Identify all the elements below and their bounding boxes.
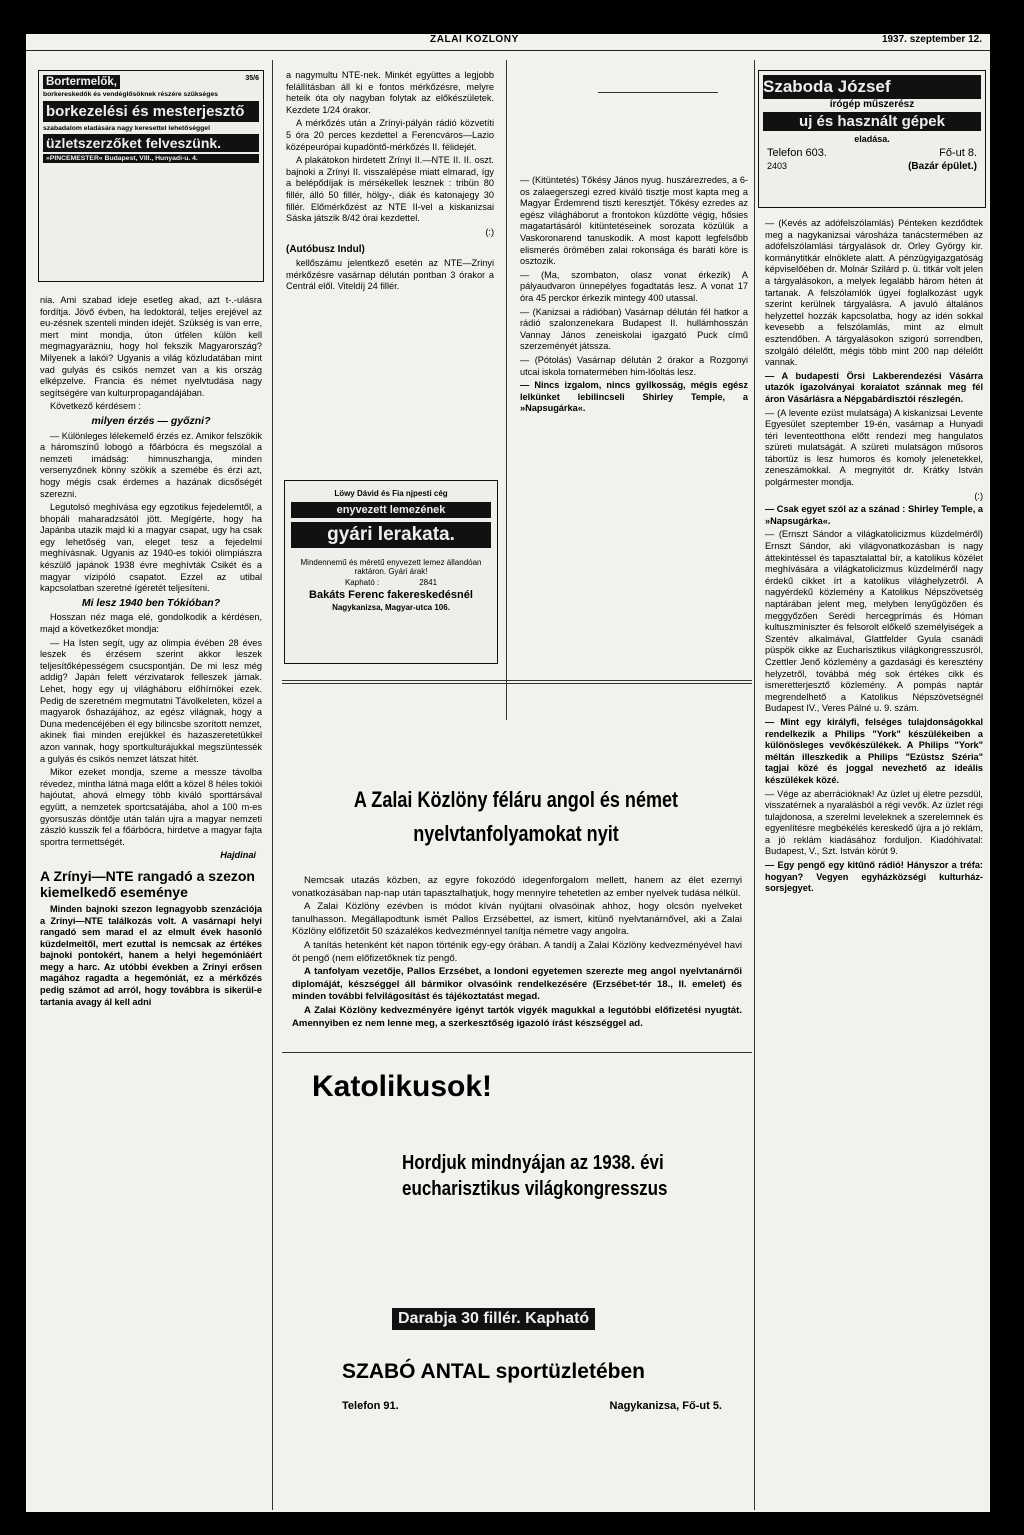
ad-address: »PINCEMESTER« Budapest, VIII., Hunyadi-u. 4. [43, 154, 259, 163]
paragraph: nia. Ami szabad ideje esetleg akad, azt t-.-ulásra fordítja. Jövő évben, ha ledoktorál, teljes erejével az eu-zésnek szenteli minden idejét. Szükség is van erre, mert mint mondja, úton útfélen külön kell megmagyarázniu, hogy hol fekszik Magyarország? Milyenek a lakói? Ugyanis a világ közludatában mint vad gulyás és csikós nemzet van a kis ország elképzelve. Francia és német nyelvtudása nagy segítségére van kulturpropagandájában. [40, 295, 262, 398]
paragraph: — (Pótolás) Vasárnap délután 2 órakor a Rozgonyi utcai iskola tornatermében him-lőoltás lesz. [520, 354, 748, 377]
ad-number: 2403 [767, 161, 788, 171]
paragraph: — Nincs izgalom, nincs gyilkosság, mégis egész lelkünket lebilincseli Shirley Temple, a »Napsugárka«. [520, 380, 748, 414]
paragraph: a nagymultu NTE-nek. Minkét együttes a legjobb felállításban áll ki e fontos mérkőzésre, melyre heteik óta oly nagyban folytak az előkészületek. Kezdete 1/24 órakor. [286, 70, 494, 115]
ad-title-row [43, 75, 259, 89]
ad-line: eladása. [854, 134, 890, 144]
announcement-title: nyelvtanfolyamokat nyit [413, 821, 619, 846]
ad-address: Nagykanizsa, Fő-ut 5. [609, 1400, 722, 1412]
ad-address: Fő-ut 8. [939, 147, 977, 159]
page-header [26, 34, 990, 46]
paragraph: A Zalai Közlöny kedvezményére igényt tartók vigyék magukkal a legutóbbi előfizetési nyugtát. Amennyiben ez nem lenne meg, a szerkesztőség igazoló írást készséggel ad. [292, 1004, 742, 1029]
ad-callout: üzletszerzőket felveszünk. [43, 134, 259, 152]
section-rule [282, 683, 752, 684]
paragraph: — (Kitüntetés) Tőkésy János nyug. huszárezredes, a 6-os zalaegerszegi ezred kiváló tisztje most kapta meg a Magyar Érdemrend tiszti keresztjét. Tőkésy ezredes az egész világháborut a frontokon küzdötte végig, hősies magatartásáról kitüntetéseinek sorozata közülük a Vaskoronarend tanuskodik. A most kapott legfelsőbb elismerés örömében zalai rokonsága és baráti köre is osztozik. [520, 175, 748, 267]
ad-row [342, 1400, 722, 1412]
ad-line: Bakáts Ferenc fakereskedésnél [309, 589, 473, 601]
ad-headline: Katolikusok! [312, 1070, 493, 1103]
column-3 [520, 175, 748, 680]
ad-line: Kapható : [344, 578, 380, 587]
paragraph: — (Ernszt Sándor a világkatolicizmus küzdelméről) Ernszt Sándor, aki világvonatkozásban is nagy áttekintéssel és tapasztalattal bír, a katolikus közélet meghívására a világkatolicizmus küzdelméről nagy érdekű cikket írt a katolikus világhelyzetről. A nagyérdekű közlemény a Katolikus Népszövetség naptárában jelent meg, melyben lenyűgözően és meggyőzően Serédi hercegprímás és Hóman kultuszminiszter és felsorolt előkelő személyiségek a Szentév alkalmával, Glattfelder Gyula csanádi püspök cikke az Eucharisztikus világkongresszusról, Czettler Jenő közlemény a gazdasági és keresztény helyzetről, továbbá még sok értékes cikk és ismeretterjesztő közlemény. A pompás naptár megrendelhető a Katolikus Népszövetségnél Budapest IV., Veres Pálné u. 9. szám. [765, 529, 983, 714]
paragraph: kellőszámu jelentkező esetén az NTE—Zrinyi mérkőzésre vasárnap délután pontban 3 órakor a Centrál elől. Viteldíj 24 fillér. [286, 257, 494, 292]
ad-number: 35/6 [245, 75, 259, 82]
ad-headline: borkezelési és mesterjesztő [43, 101, 259, 122]
ad-line: (Bazár épület.) [908, 161, 977, 172]
ad-number: 2841 [419, 578, 438, 587]
announcement-title: A Zalai Közlöny féláru angol és német [353, 787, 679, 812]
paragraph: — Vége az aberrációknak! Az üzlet uj életre pezsdül, visszatérnek a nyaralásból a régi vevők. Az üzlet régi tulajdonosa, a szerelmi leveleknek a szerelemnek és egyenlítésre megbékélés kereskedő újra a jó reklám, a jó reklám kiadásához forduljon. Kiadóhivatal: Budapest, V., Szt. István körút 9. [765, 788, 983, 857]
ad-phone: Telefon 91. [342, 1400, 399, 1412]
section-rule [282, 1052, 752, 1053]
short-rule [598, 92, 718, 93]
column-divider [506, 60, 507, 720]
article-headline: A Zrínyi—NTE rangadó a szezon kiemelkedő eseménye [40, 867, 255, 900]
ad-headline: Szaboda József [763, 75, 981, 99]
ad-line: írógép műszerész [829, 99, 915, 110]
section-rule [282, 680, 752, 681]
paragraph: — Ha Isten segít, ugy az olimpia évében 28 éves leszek és érzésem szerint akkor leszek teljesítőképességem csucspontján. De mi lesz még addig? Japán felett vérzivatarok felleszek járnak. Lehet, hogy egy uj világháboru előhírnökei ezek. Pedig de szeretném megmutatni Távolkeleten, közel a magyarok őshazájához, az egész világnak, hogy a Duna medencéjében él egy bilincsbe szorított nemzet, akinek fiai minden erejükkel és hazaszeretetükkel azon vannak, hogy sportkulturájukkal megszüntessék a gulyás és csikós nemzet látszat hitét. [40, 637, 262, 764]
paragraph: — (Kevés az adófelszólamlás) Pénteken kezdődtek meg a nagykanizsai városháza tanácstermében az adófelszólamlási tárgyalások dr. Orley György kir. kormánytitkár elnöklete alatt. A pénzügyigazgatóság képviselőében dr. Molnár Szilárd p. ü. titkár volt jelen a tárgyalásokon, a melyek legalább három héten át tartanak. A felszólamlók ügyei foglalkozást ugyk szerint kerülnek tárgyalásra. A javuló általános helyzettel hozzák kapcsolatba, hogy az idén sokkal kevesebb a felszólamlás, mint az elmult esztendőben. A tárgyalásokon szigorú sorrendben, szolgáló délelőtt, mégis több mint 200 nap délelőtt vannak. [765, 218, 983, 368]
ad-row [289, 578, 493, 587]
paragraph: Mikor ezeket mondja, szeme a messze távolba révedez, mintha látná maga előtt a közel 8 héles tokiói hajóutat, ahová elmegy több kiváló sporttársával együtt, a nemzetek sportcsatájába, ahol a 100 m-es gyorsuszás döntője után talán ujra a magyar nemzeti zászló kusszik fel a főárbócra, hirdetve a magyar fajta sportra termettségét. [40, 767, 262, 847]
column-1 [40, 295, 262, 1510]
separator-mark: (:) [974, 490, 983, 501]
ad-price: Darabja 30 fillér. Kapható [392, 1308, 595, 1330]
subheading: Mi lesz 1940 ben Tókióban? [81, 596, 221, 609]
paragraph: — Csak egyet szól az a szánad : Shirley Temple, a »Napsugárka«. [765, 504, 983, 526]
ad-line: Löwy Dávid és Fia njpesti cég [334, 489, 448, 498]
paragraph: — (A levente ezüst mulatsága) A kiskanizsai Levente Egyesület szeptember 19-én, vasárnap a Hunyadi téri leventeotthona előtt rendezi meg hangulatos szüreti mulatságát. A szüreti mulatságon műsoros tábortüz is lesz humoros és komoly jelenetekkel, zeneszámokkal. A megnyitót dr. Krátky István polgármester mondja. [765, 407, 983, 488]
ad-line: Hordjuk mindnyájan az 1938. évi eucharisztikus világkongresszus [402, 1152, 668, 1200]
separator-mark: (:) [485, 226, 494, 237]
paragraph: A Zalai Közlöny ezévben is módot kíván nyújtani olvasóinak ahhoz, hogy olcsón nyelveket tanulhasson. Megállapodtunk ismét Pallos Erzsébettel, az ismert, kitünő nyelvtanárnővel, aki a Zalai Közlöny előfizetőit 50 százalékos kedvezménnyel tanítja németre vagy angolra. [292, 901, 742, 938]
wine-advertisement [38, 70, 264, 282]
paragraph: Következő kérdésem : [50, 401, 141, 412]
paragraph: — (Ma, szombaton, olasz vonat érkezik) A pályaudvaron ünnepélyes fogadtatás lesz. A vonat 17 óra 45 perckor érkezik mintegy 400 utassal. [520, 269, 748, 303]
announcement-body [292, 875, 742, 1031]
ad-row [767, 147, 977, 159]
ad-line: szabadalom eladására nagy keresettel lehetőséggel [43, 125, 210, 132]
ad-phone: Telefon 603. [767, 147, 827, 159]
paragraph: Minden bajnoki szezon legnagyobb szenzációja a Zrínyi—NTE találkozás volt. A vasárnapi helyi rangadó sem marad el az elmult évek hasonló küzdelmeitől, mert ezuttal is nemcsak az értékes bajnoki pontokért, hanem a helyi hegemóniáért megy a harc. Az utóbbi években a Zrínyi erősen magához ragadta a hegemóniát, ez a mérkőzés pedig számot ad arról, hogy továbbra is sikerül-e tartania avagy ál kell adni [40, 903, 262, 1007]
ad-headline: uj és használt gépek [763, 112, 981, 131]
paragraph: A mérkőzés után a Zrínyi-pályán rádió közvetíti 5 óra 20 perces kezdettel a Ferencváros—Lazio középeurópai kupadöntő-mérkőzés II. félidejét. [286, 118, 494, 152]
issue-date: 1937. szeptember 12. [881, 34, 982, 45]
ad-headline: gyári lerakata. [291, 522, 491, 548]
plywood-advertisement [284, 480, 498, 664]
ad-line: borkereskedők és vendéglősöknek részére szükséges [43, 91, 218, 98]
ad-row [767, 161, 977, 172]
ad-shop: SZABÓ ANTAL sportüzletében [342, 1360, 645, 1383]
paragraph: A plakátokon hirdetett Zrínyi II.—NTE II. II. oszt. bajnoki a Zrínyi II. visszalépése miatt elmarad, így a belépődíjak is mérsékellek lesznek : tribün 80 fillér, álló 50 fillér, hölgy-, diák és katonajegy 30 fillér. Előmérkőzést az NTE II-vel a kiskanizsai Sáska játszik 8/42 órai kezdettel. [286, 155, 494, 224]
paragraph: A tanítás hetenként két napon történik egy-egy órában. A tandíj a Zalai Közlöny kedvezményével havi öt pengő (nem előfizetőknek tíz pengő. [292, 939, 742, 964]
column-divider [754, 60, 755, 1510]
article-headline: (Autóbusz Indul) [286, 244, 365, 256]
paragraph: A tanfolyam vezetője, Pallos Erzsébet, a londoni egyetemen szerezte meg angol nyelvtanárnői diplomáját, készséggel áll bármikor olvasóink rendelkezésére (Erzsébet-tér 18., II. emelet) és minden további felvilágosítást és tájékoztatást megad. [292, 966, 742, 1003]
paragraph: Legutolsó meghívása egy egzotikus fejedelemtől, a bhopáli maharadzsától jött. Megígérte, hogy ha Japánba utazik majd ki a magyar csapat, ugy ha csak egy lehetőség van, eleget tesz a fejedelmi meghívásnak. Ugyanis az 1940-es tokiói olimpiászra készülő japánok 1938 évre meghívták Csikét és a magyar vízipóló csapatot. Ezzel az utibal kapcsolatban szeretné ígéretét teljesíteni. [40, 502, 262, 594]
header-rule [26, 50, 990, 51]
eucharistic-congress-advertisement [302, 1070, 742, 1500]
paragraph: — Különleges lélekemelő érzés ez. Amikor felszökik a háromszínű lobogó a főárbócra és megszólal a nemzeti imádság: himnuszhangja, minden versenyzőnek könny szökik a szemébe és érzi azt, hogy mégis csak érdemes a hazának dicsőségét szerezni. [40, 430, 262, 499]
typewriter-advertisement [758, 70, 986, 208]
column-divider [272, 60, 273, 1510]
paragraph: Hosszan néz maga elé, gondolkodik a kérdésen, majd a következőket mondja: [40, 612, 262, 635]
subheading: milyen érzés — győzni? [91, 414, 211, 427]
ad-line: Mindennemű és méretű enyvezett lemez állandóan raktáron. Gyári árak! [300, 558, 482, 576]
paragraph: — Egy pengő egy kitűnő rádió! Hányszor a tréfa: hogyan? Vegyen egyházközségi kulturház-sorsjegyet. [765, 860, 983, 894]
paragraph: — (Kanizsai a rádióban) Vasárnap délután fél hatkor a rádió szalonzenekara Budapest II. hullámhosszán Vannay János zeneiskolai igazgató Puck című szerzeményét játssza. [520, 306, 748, 352]
paragraph: — A budapesti Örsi Lakberendezési Vásárra utazók igazolványai koraiatot szánnak meg fél áron Vásárlásra a Népgabárdisztói részlegén. [765, 370, 983, 404]
author-signature: Hajdinai [220, 850, 256, 861]
ad-title: Bortermelők, [43, 75, 120, 89]
newspaper-name: ZALAI KÖZLÖNY [430, 34, 519, 45]
paragraph: — Mint egy királyfi, felséges tulajdonságokkal rendelkezik a Philips "York" készülékeiben a különösleges vevőkészülékek. A Philips "York" méltán illeszkedik a Philips "Ezüstsz Széria" tagjai közé és joggal nevezhető az ideális készülékek közé. [765, 716, 983, 785]
ad-address: Nagykanizsa, Magyar-utca 106. [332, 603, 450, 612]
ad-line: enyvezett lemezének [291, 502, 491, 518]
column-4 [765, 218, 983, 1508]
paragraph: Nemcsak utazás közben, az egyre fokozódó idegenforgalom mellett, hanem az élet ezernyi vonatkozásában nap-nap után tapasztalhatjuk, hogy mennyire tehetetlen az ember nyelvek tudása nélkül. [292, 875, 742, 899]
